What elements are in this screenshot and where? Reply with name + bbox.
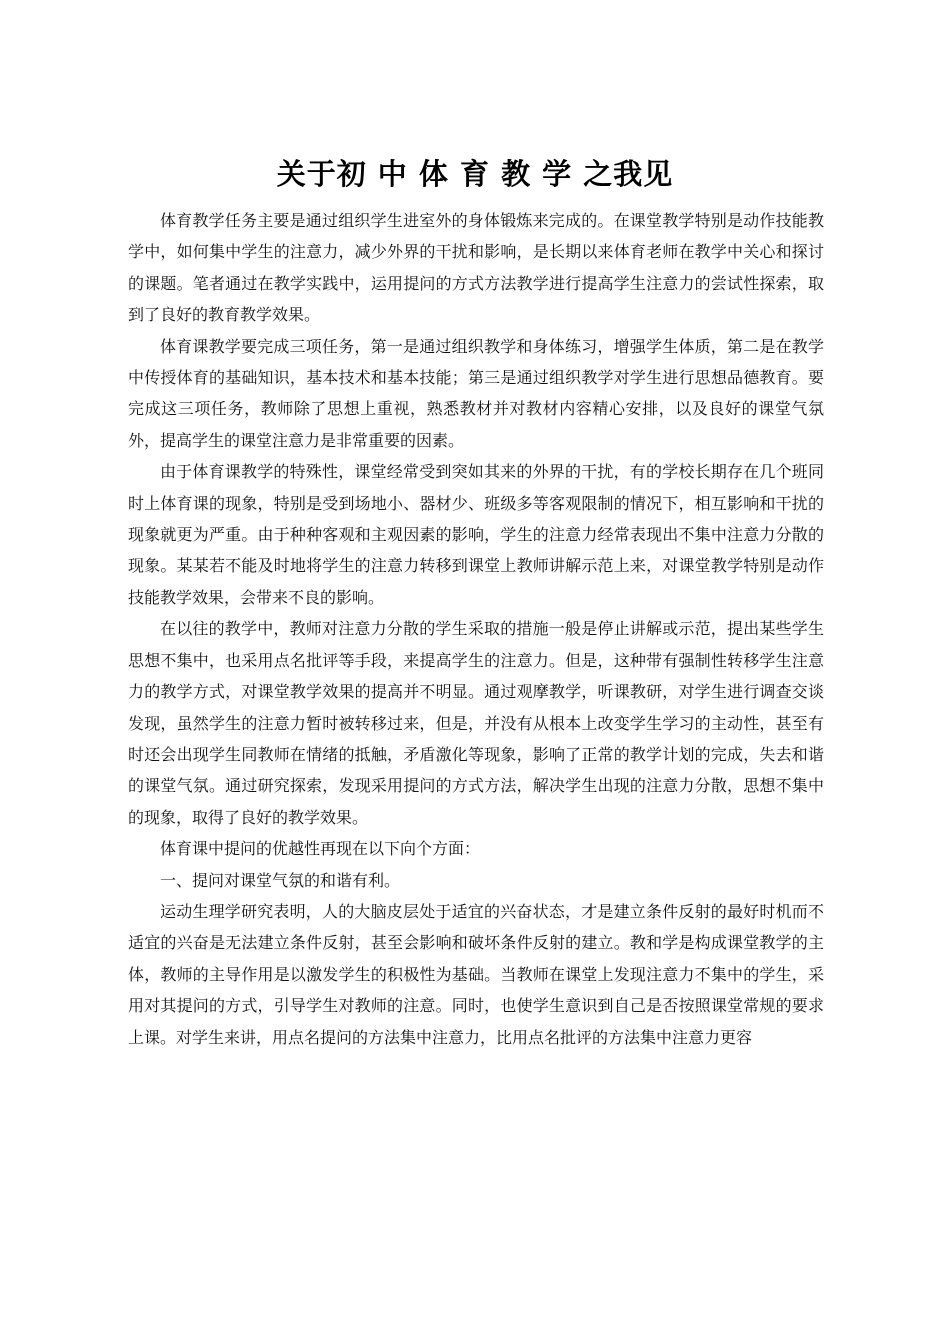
paragraph-6: 运动生理学研究表明，人的大脑皮层处于适宜的兴奋状态，才是建立条件反射的最好时机而不适宜的兴奋是无法建立条件反射，甚至会影响和破坏条件反射的建立。教和学是构成课堂教学的主体，教师的主导作用是以激发学生的积极性为基础。当教师在课堂上发现注意力不集中的学生，采用对其提问的方式，引导学生对教师的注意。同时，也使学生意识到自己是否按照课堂常规的要求上课。对学生来讲，用点名提问的方法集中注意力，比用点名批评的方法集中注意力更容 bbox=[128, 901, 824, 1047]
document-body bbox=[128, 205, 824, 1053]
section-heading-1: 一、提问对课堂气氛的和谐有利。 bbox=[160, 870, 401, 890]
paragraph-1: 体育教学任务主要是通过组织学生进室外的身体锻炼来完成的。在课堂教学特别是动作技能教学中，如何集中学生的注意力，减少外界的干扰和影响，是长期以来体育老师在教学中关心和探讨的课题。笔者通过在教学实践中，运用提问的方式方法教学进行提高学生注意力的尝试性探索，取到了良好的教育教学效果。 bbox=[128, 211, 824, 325]
document-title: 关于初 中 体 育 教 学 之我见 bbox=[276, 157, 674, 191]
paragraph-5: 体育课中提问的优越性再现在以下向个方面： bbox=[160, 839, 481, 859]
paragraph-2: 体育课教学要完成三项任务，第一是通过组织教学和身体练习，增强学生体质，第二是在教学中传授体育的基础知识，基本技术和基本技能；第三是通过组织教学对学生进行思想品德教育。要完成这三项任务，教师除了思想上重视，熟悉教材并对教材内容精心安排，以及良好的课堂气氛外，提高学生的课堂注意力是非常重要的因素。 bbox=[128, 336, 824, 450]
paragraph-4: 在以往的教学中，教师对注意力分散的学生采取的措施一般是停止讲解或示范，提出某些学生思想不集中，也采用点名批评等手段，来提高学生的注意力。但是，这种带有强制性转移学生注意力的教学方式，对课堂教学效果的提高并不明显。通过观摩教学，听课教研，对学生进行调查交谈发现，虽然学生的注意力暂时被转移过来，但是，并没有从根本上改变学生学习的主动性，甚至有时还会出现学生同教师在情绪的抵触，矛盾激化等现象，影响了正常的教学计划的完成，失去和谐的课堂气氛。通过研究探索，发现采用提问的方式方法，解决学生出现的注意力分散，思想不集中的现象，取得了良好的教学效果。 bbox=[128, 619, 824, 827]
paragraph-3: 由于体育课教学的特殊性，课堂经常受到突如其来的外界的干扰，有的学校长期存在几个班同时上体育课的现象，特别是受到场地小、器材少、班级多等客观限制的情况下，相互影响和干扰的现象就更为严重。由于种种客观和主观因素的影响，学生的注意力经常表现出不集中注意力分散的现象。某某若不能及时地将学生的注意力转移到课堂上教师讲解示范上来，对课堂教学特别是动作技能教学效果，会带来不良的影响。 bbox=[128, 462, 824, 607]
